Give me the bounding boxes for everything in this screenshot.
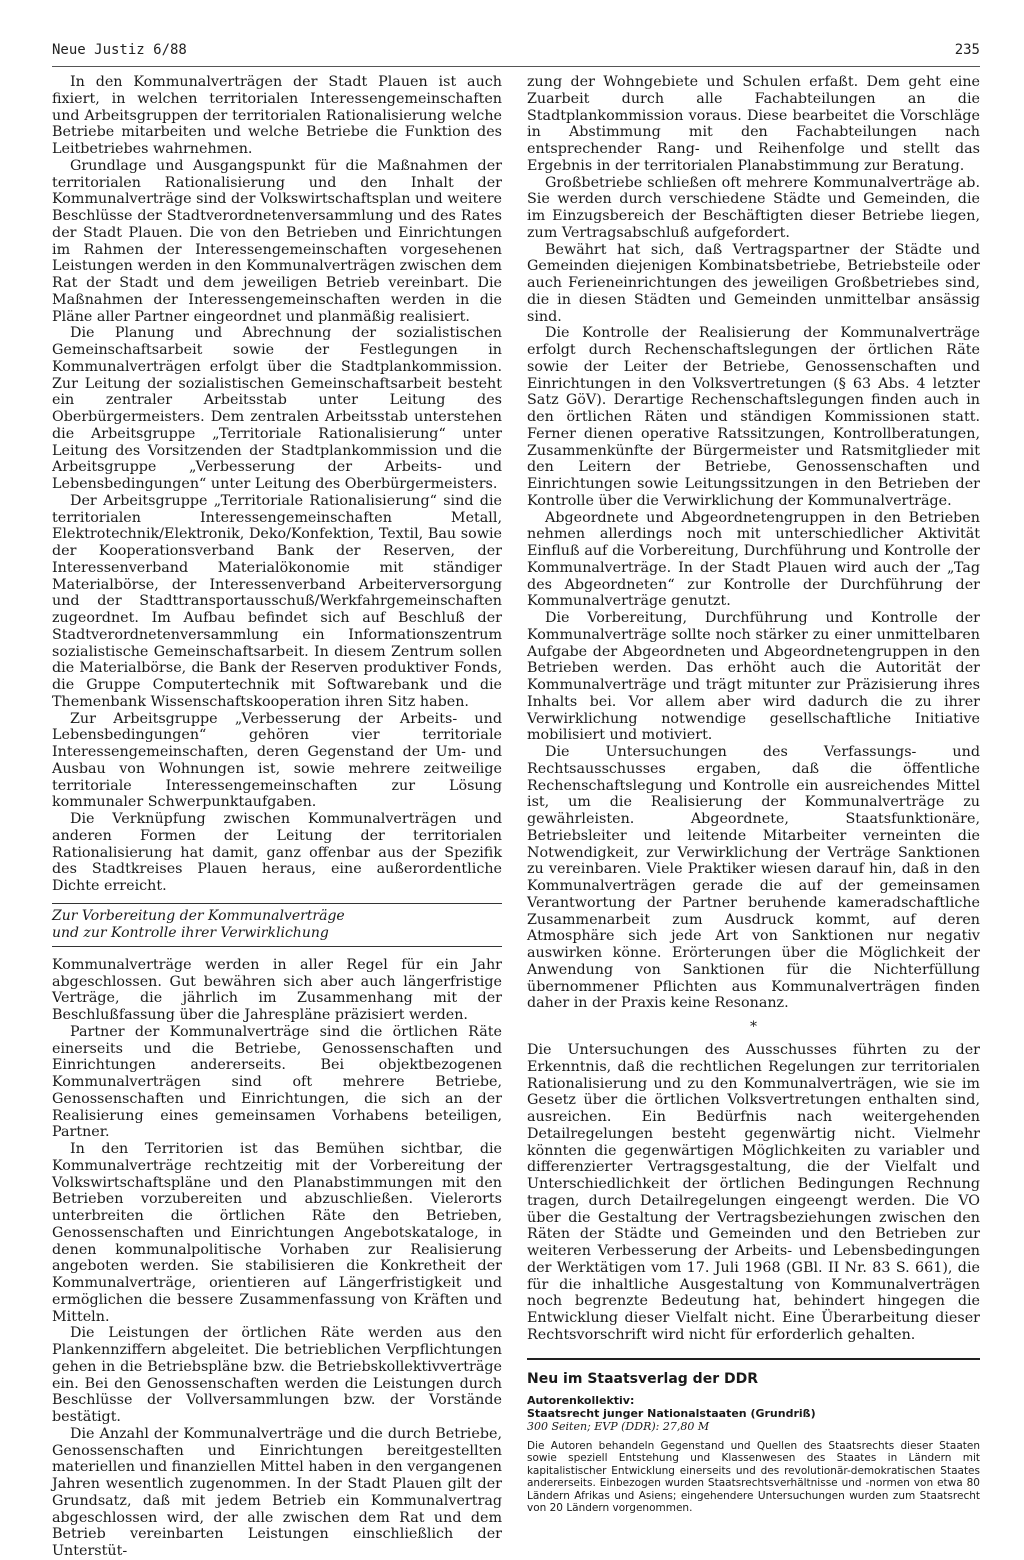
page-number: 235	[954, 42, 980, 58]
paragraph: Grundlage und Ausgangspunkt für die Maßnahmen der territorialen Rationalisierung und den Inhalt der Kommunalverträge sind der Volkswirtschaftsplan und weitere Beschlüsse der Stadtverordnetenversammlung und des Rates der Stadt Plauen. Die von den Betrieben und Einrichtungen im Rahmen der Interessengemeinschaften vorgesehenen Leistungen werden in den Kommunalverträgen zwischen dem Rat der Stadt und dem jeweiligen Betrieb vereinbart. Die Maßnahmen der Interessengemeinschaften werden in die Pläne aller Partner eingeordnet und planmäßig realisiert.	[52, 157, 502, 325]
paragraph: Die Verknüpfung zwischen Kommunalverträgen und anderen Formen der Leitung der territorialen Rationalisierung hat damit, ganz offenbar aus der Spezifik des Stadtkreises Plauen heraus, eine außerordentliche Dichte erreicht.	[52, 811, 502, 894]
publisher-notice	[527, 1358, 980, 1516]
paragraph: In den Kommunalverträgen der Stadt Plauen ist auch fixiert, in welchen territorialen Interessengemeinschaften und Arbeitsgruppen der territorialen Rationalisierung welche Betriebe mitarbeiten und welche Betriebe die Funktion des Leitbetriebes wahrnehmen.	[52, 74, 502, 157]
book-title: Staatsrecht junger Nationalstaaten (Grundriß)	[527, 1406, 816, 1420]
paragraph: Zur Arbeitsgruppe „Verbesserung der Arbeits- und Lebensbedingungen“ gehören vier territoriale Interessengemeinschaften, deren Gegenstand der Um- und Ausbau von Wohnungen ist, sowie mehrere zeitweilige territoriale Interessengemeinschaften zur Lösung kommunaler Schwerpunktaufgaben.	[52, 710, 502, 811]
journal-issue: Neue Justiz 6/88	[52, 42, 187, 58]
paragraph: Die Untersuchungen des Ausschusses führten zu der Erkenntnis, daß die rechtlichen Regelungen zur territorialen Rationalisierung und zu den Kommunalverträgen, wie sie im Gesetz über die örtlichen Volksvertretungen enthalten sind, ausreichen. Ein Bedürfnis nach weitergehenden Detailregelungen besteht gegenwärtig nicht. Vielmehr könnten die gegenwärtigen Möglichkeiten zu variabler und differenzierter Vertragsgestaltung, die der Vielfalt und Unterschiedlichkeit der örtlichen Bedingungen Rechnung tragen, durch Detailregelungen eingeengt werden. Die VO über die Gestaltung der Vertragsbeziehungen zwischen den Räten der Städte und Gemeinden und den Betrieben zur weiteren Verbesserung der Arbeits- und Lebensbedingungen der Werktätigen vom 17. Juli 1968 (GBl. II Nr. 83 S. 661), die für die inhaltliche Ausgestaltung von Kommunalverträgen noch begrenzte Bedeutung hat, behindert hingegen die Entwicklung dieser Vielfalt nicht. Eine Überarbeitung dieser Rechtsvorschrift wird nicht für erforderlich gehalten.	[527, 1042, 980, 1343]
paragraph: Die Planung und Abrechnung der sozialistischen Gemeinschaftsarbeit sowie der Festlegungen in Kommunalverträgen erfolgt über die Stadtplankommission. Zur Leitung der sozialistischen Gemeinschaftsarbeit besteht ein zentraler Arbeitsstab unter Leitung des Oberbürgermeisters. Dem zentralen Arbeitsstab unterstehen die Arbeitsgruppe „Territoriale Rationalisierung“ unter Leitung des Vorsitzenden der Stadtplankommission und die Arbeitsgruppe „Verbesserung der Arbeits- und Lebensbedingungen“ unter Leitung des Oberbürgermeisters.	[52, 325, 502, 492]
publisher-heading: Neu im Staatsverlag der DDR	[527, 1370, 758, 1387]
paragraph: Die Leistungen der örtlichen Räte werden aus den Plankennziffern abgeleitet. Die betrieblichen Verpflichtungen gehen in die Betriebspläne bzw. die Betriebskollektivverträge ein. Bei den Genossenschaften werden die Leistungen durch Beschlüsse der Vollversammlungen bzw. der Vorstände bestätigt.	[52, 1325, 502, 1425]
right-column	[527, 74, 980, 1515]
paragraph: In den Territorien ist das Bemühen sichtbar, die Kommunalverträge rechtzeitig mit der Vorbereitung der Volkswirtschaftspläne und den Planabstimmungen mit den Betrieben vorzubereiten und abzuschließen. Vielerorts unterbreiten die örtlichen Räte den Betrieben, Genossenschaften und Einrichtungen Angebotskataloge, in denen kommunalpolitische Vorhaben zur Realisierung angeboten werden. Sie stabilisieren die Konkretheit der Kommunalverträge, orientieren auf Längerfristigkeit und ermöglichen die bessere Zusammenfassung von Kräften und Mitteln.	[52, 1141, 502, 1325]
section-separator: *	[750, 1019, 757, 1035]
section-heading-line: Zur Vorbereitung der Kommunalverträge	[52, 907, 345, 924]
section-heading-line: und zur Kontrolle ihrer Verwirklichung	[52, 924, 329, 941]
paragraph: zung der Wohngebiete und Schulen erfaßt. Dem geht eine Zuarbeit durch alle Fachabteilungen an die Stadtplankommission voraus. Diese bearbeitet die Vorschläge in Abstimmung mit den Fachabteilungen nach entsprechender Rang- und Reihenfolge und stellt das Ergebnis in der territorialen Planabstimmung zur Beratung.	[527, 74, 980, 174]
paragraph: Der Arbeitsgruppe „Territoriale Rationalisierung“ sind die territorialen Interessengemeinschaften Metall, Elektrotechnik/Elektronik, Deko/Konfektion, Textil, Bau sowie der Kooperationsverband Bank der Reserven, der Interessenverband Materialökonomie mit ständiger Materialbörse, der Interessenverband Arbeiterversorgung und der Stadttransportausschuß/Werkfahrgemeinschaften zugeordnet. Im Aufbau befindet sich auf Beschluß der Stadtverordnetenversammlung ein Informationszentrum sozialistische Gemeinschaftsarbeit. In diesem Zentrum sollen die Materialbörse, die Bank der Reserven produktiver Fonds, die Gruppe Computertechnik mit Softwarebank und die Themenbank Wissenschaftskooperation ihren Sitz haben.	[52, 492, 502, 710]
paragraph: Partner der Kommunalverträge sind die örtlichen Räte einerseits und die Betriebe, Genossenschaften und Einrichtungen andererseits. Bei objektbezogenen Kommunalverträgen sind oft mehrere Betriebe, Genossenschaften und Einrichtungen, die sich an der Realisierung eines gemeinsamen Vorhabens beteiligen, Partner.	[52, 1023, 502, 1141]
paragraph: Bewährt hat sich, daß Vertragspartner der Städte und Gemeinden diejenigen Kombinatsbetriebe, Betriebsteile oder auch Ferieneinrichtungen des jeweiligen Großbetriebes sind, die in diesen Städten und Gemeinden unmittelbar ansässig sind.	[527, 241, 980, 325]
paragraph: Kommunalverträge werden in aller Regel für ein Jahr abgeschlossen. Gut bewähren sich aber auch längerfristige Verträge, die jährlich im Zusammenhang mit der Beschlußfassung über die Jahrespläne präzisiert werden.	[52, 956, 502, 1023]
paragraph: Die Kontrolle der Realisierung der Kommunalverträge erfolgt durch Rechenschaftslegungen der örtlichen Räte sowie der Leiter der Betriebe, Genossenschaften und Einrichtungen in den Volksvertretungen (§ 63 Abs. 4 letzter Satz GöV). Derartige Rechenschaftslegungen finden auch in den örtlichen Räten und ständigen Kommissionen statt. Ferner dienen operative Ratssitzungen, Kontrollberatungen, Zusammenkünfte der Bürgermeister und Ratsmitglieder mit den Leitern der Betriebe, Genossenschaften und Einrichtungen sowie Leitungssitzungen in den Betrieben der Kontrolle über die Verwirklichung der Kommunalverträge.	[527, 325, 980, 509]
section-heading	[52, 903, 502, 947]
book-description: Die Autoren behandeln Gegenstand und Quellen des Staatsrechts dieser Staaten sowie speziell Entstehung und Klassenwesen des Staates in Ländern mit kapitalistischer Entwicklung einerseits und des revolutionär-demokratischen Staates andererseits. Einbezogen wurden Staatsrechtsverhältnisse und -normen von etwa 80 Ländern Afrikas und Asiens; eingehendere Untersuchungen wurden zum Staatsrecht von 20 Ländern vorgenommen.	[527, 1439, 980, 1515]
left-column	[52, 74, 502, 1560]
paragraph: Die Anzahl der Kommunalverträge und die durch Betriebe, Genossenschaften und Einrichtungen bereitgestellten materiellen und finanziellen Mittel haben in den vergangenen Jahren wesentlich zugenommen. In der Stadt Plauen gilt der Grundsatz, daß mit jedem Betrieb ein Kommunalvertrag abgeschlossen wird, der alle zwischen dem Rat und dem Betrieb vereinbarten Leistungen einschließlich der Unterstüt-	[52, 1425, 502, 1559]
paragraph: Großbetriebe schließen oft mehrere Kommunalverträge ab. Sie werden durch verschiedene Städte und Gemeinden, die im Einzugsbereich der Beschäftigten dieser Betriebe liegen, zum Vertragsabschluß aufgefordert.	[527, 174, 980, 241]
paragraph: Abgeordnete und Abgeordnetengruppen in den Betrieben nehmen allerdings noch mit unterschiedlicher Aktivität Einfluß auf die Vorbereitung, Durchführung und Kontrolle der Kommunalverträge. In der Stadt Plauen wird auch der „Tag des Abgeordneten“ zur Kontrolle der Durchführung der Kommunalverträge genutzt.	[527, 509, 980, 610]
header-divider	[52, 66, 980, 67]
book-authors: Autorenkollektiv:	[527, 1393, 635, 1407]
paragraph: Die Vorbereitung, Durchführung und Kontrolle der Kommunalverträge sollte noch stärker zu einer unmittelbaren Aufgabe der Abgeordneten und Abgeordnetengruppen in den Betrieben werden. Das erhöht auch die Autorität der Kommunalverträge und trägt mitunter zur Präzisierung ihres Inhalts bei. Vor allem aber wird dadurch die zu ihrer Verwirklichung notwendige gesellschaftliche Initiative mobilisiert und motiviert.	[527, 610, 980, 744]
page-header	[52, 42, 980, 64]
book-meta: 300 Seiten; EVP (DDR): 27,80 M	[527, 1419, 710, 1433]
paragraph: Die Untersuchungen des Verfassungs- und Rechtsausschusses ergaben, daß die öffentliche Rechenschaftslegung und Kontrolle ein ausreichendes Mittel ist, um die Realisierung der Kommunalverträge zu gewährleisten. Abgeordnete, Staatsfunktionäre, Betriebsleiter und leitende Mitarbeiter verneinten die Notwendigkeit, zur Verwirklichung der Verträge Sanktionen zu vereinbaren. Viele Praktiker wiesen darauf hin, daß in den Kommunalverträgen gerade die auf der gemeinsamen Verantwortung der Partner beruhende kameradschaftliche Zusammenarbeit zum Ausdruck kommt, auf deren Atmosphäre sich jede Art von Sanktionen nur negativ auswirken könne. Erörterungen über die Möglichkeit der Anwendung von Sanktionen für die Nichterfüllung übernommener Pflichten aus Kommunalverträgen finden daher in der Praxis keine Resonanz.	[527, 744, 980, 1012]
